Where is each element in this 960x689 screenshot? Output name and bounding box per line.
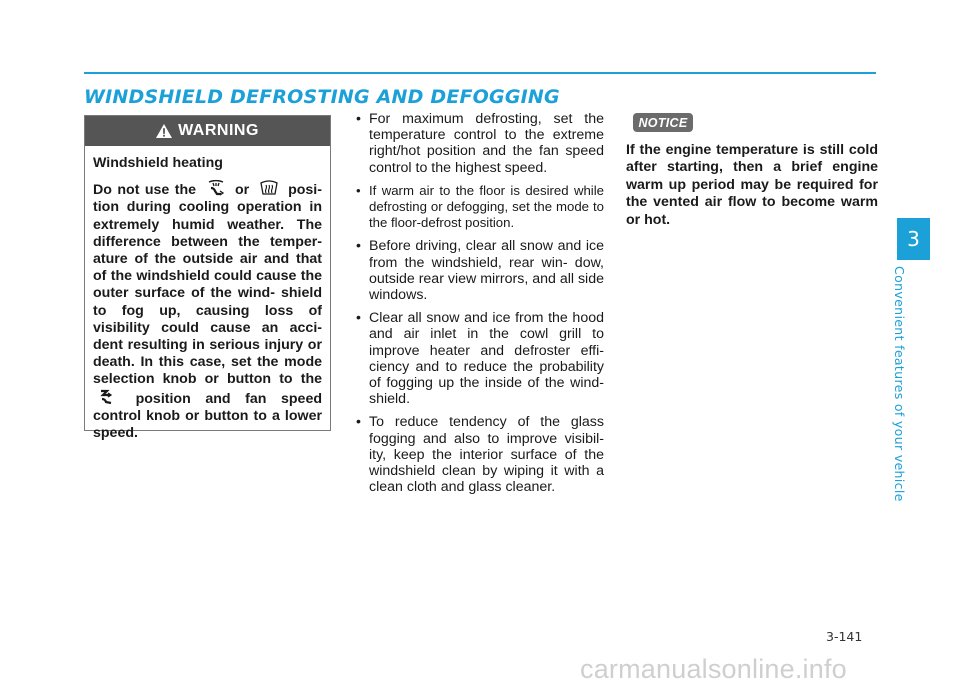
warning-text-a: Do not use the <box>93 182 197 199</box>
warning-text-c: posi- tion during cooling operation in extremely humid weather. The difference between the temper- ature of the outside air and that of the windshield could cause the outer surface of the wind- shield to fog up, causing loss of visibility could cause an acci- dent resulting in serious injury or death. In this case, set the mode selection knob or button to the <box>93 182 322 388</box>
face-vent-mode-icon <box>96 389 118 405</box>
warning-header <box>85 116 330 146</box>
bullet-list <box>354 111 604 502</box>
list-item: • For maximum defrosting, set the temperature control to the extreme right/hot position and the fan speed control to the highest speed. <box>354 111 604 176</box>
warning-label: WARNING <box>178 122 259 139</box>
notice-text: If the engine temperature is still cold after starting, then a brief engine warm up period may be required for the vented air flow to become warm or hot. <box>626 142 878 228</box>
list-item: • To reduce tendency of the glass fogging and also to improve visibil- ity, keep the interior surface of the windshield clean by wiping it with a clean cloth and glass cleaner. <box>354 414 604 495</box>
warning-text-d: position and fan speed control knob or button to a lower speed. <box>93 390 323 442</box>
chapter-title: Convenient features of your vehicle <box>892 266 907 502</box>
chapter-tab: 3 <box>897 218 930 260</box>
list-item: • If warm air to the floor is desired while defrosting or defogging, set the mode to the floor-defrost position. <box>354 183 604 232</box>
watermark: carmanualsonline.info <box>580 654 847 684</box>
list-item: • Clear all snow and ice from the hood and air inlet in the cowl grill to improve heater and defroster effi- ciency and to reduce the probability of fogging up the inside of the wind- shield. <box>354 310 604 407</box>
list-item: • Before driving, clear all snow and ice from the windshield, rear win- dow, outside rear view mirrors, and all side windows. <box>354 238 604 303</box>
warning-body <box>85 146 330 442</box>
warning-text <box>93 180 322 442</box>
floor-defrost-mode-icon <box>205 180 227 196</box>
notice-badge: NOTICE <box>633 113 693 132</box>
top-rule <box>84 72 876 74</box>
windshield-defrost-icon <box>258 180 280 196</box>
warning-subhead: Windshield heating <box>93 155 223 171</box>
warning-text-b: or <box>234 182 250 199</box>
warning-triangle-icon <box>156 124 172 138</box>
page-number: 3-141 <box>826 629 863 644</box>
section-title: WINDSHIELD DEFROSTING AND DEFOGGING <box>84 86 560 108</box>
warning-box <box>84 115 331 442</box>
